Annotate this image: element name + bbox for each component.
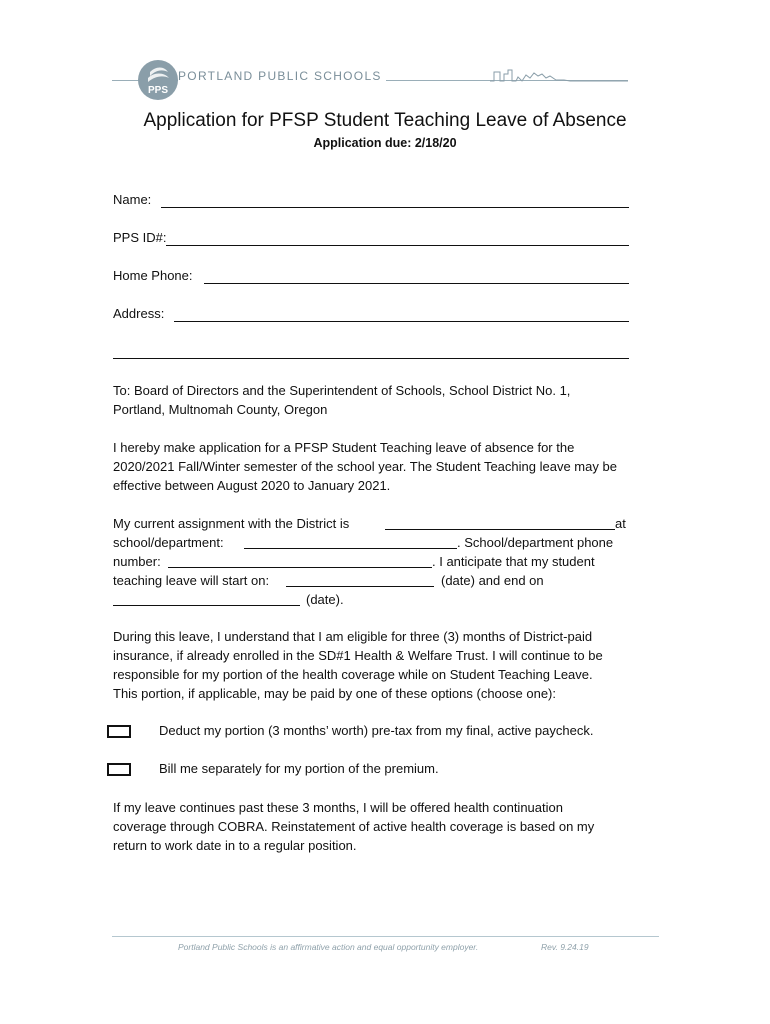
application-line-3: effective between August 2020 to January 2021.	[113, 478, 391, 493]
deduct-option-label: Deduct my portion (3 months’ worth) pre-tax from my final, active paycheck.	[159, 723, 594, 738]
cobra-line-2: coverage through COBRA. Reinstatement of active health coverage is based on my	[113, 819, 595, 834]
addressee-block	[113, 381, 673, 419]
home-phone-input-line[interactable]	[204, 283, 629, 284]
start-date-input-line[interactable]	[286, 586, 434, 587]
insurance-paragraph	[113, 627, 693, 703]
insurance-line-2: insurance, if already enrolled in the SD#1 Health & Welfare Trust. I will continue to be	[113, 648, 603, 663]
assignment-text-3: school/department:	[113, 535, 224, 550]
bill-option-label: Bill me separately for my portion of the premium.	[159, 761, 439, 776]
pps-logo-icon	[136, 58, 180, 102]
addressee-line-1: To: Board of Directors and the Superintendent of Schools, School District No. 1,	[113, 383, 571, 398]
name-label: Name:	[113, 192, 152, 207]
org-name: PORTLAND PUBLIC SCHOOLS	[178, 69, 386, 83]
cobra-line-1: If my leave continues past these 3 months, I will be offered health continuation	[113, 800, 563, 815]
skyline-icon	[490, 64, 628, 86]
name-input-line[interactable]	[161, 207, 629, 208]
footer-revision: Rev. 9.24.19	[541, 942, 589, 952]
application-line-1: I hereby make application for a PFSP Student Teaching leave of absence for the	[113, 440, 575, 455]
application-line-2: 2020/2021 Fall/Winter semester of the school year. The Student Teaching leave may be	[113, 459, 617, 474]
address-label: Address:	[113, 306, 165, 321]
application-due: Application due: 2/18/20	[313, 136, 457, 150]
address-input-line-1[interactable]	[174, 321, 629, 322]
address-input-line-2[interactable]	[113, 358, 629, 359]
assignment-input-line[interactable]	[385, 529, 615, 530]
footer-rule	[112, 936, 659, 937]
assignment-text-2: at	[615, 516, 626, 531]
bill-checkbox[interactable]	[107, 763, 131, 776]
cobra-line-3: return to work date in to a regular position.	[113, 838, 357, 853]
assignment-text-1: My current assignment with the District is	[113, 516, 350, 531]
insurance-line-1: During this leave, I understand that I am eligible for three (3) months of District-paid	[113, 629, 593, 644]
department-phone-input-line[interactable]	[168, 567, 432, 568]
pps-id-input-line[interactable]	[166, 245, 629, 246]
addressee-line-2: Portland, Multnomah County, Oregon	[113, 402, 328, 417]
cobra-paragraph	[113, 798, 673, 855]
application-paragraph	[113, 438, 693, 495]
assignment-text-8: (date) and end on	[441, 573, 544, 588]
deduct-checkbox[interactable]	[107, 725, 131, 738]
assignment-text-4: . School/department phone	[457, 535, 614, 550]
footer-statement: Portland Public Schools is an affirmative action and equal opportunity employer.	[178, 942, 479, 952]
assignment-text-7: teaching leave will start on:	[113, 573, 270, 588]
insurance-line-3: responsible for my portion of the health coverage while on Student Teaching Leave.	[113, 667, 593, 682]
insurance-line-4: This portion, if applicable, may be paid by one of these options (choose one):	[113, 686, 556, 701]
letterhead	[112, 58, 628, 102]
assignment-text-5: number:	[113, 554, 161, 569]
school-department-input-line[interactable]	[244, 548, 457, 549]
assignment-text-9: (date).	[306, 592, 344, 607]
end-date-input-line[interactable]	[113, 605, 300, 606]
pps-id-label: PPS ID#:	[113, 230, 167, 245]
assignment-text-6: . I anticipate that my student	[432, 554, 595, 569]
page-title: Application for PFSP Student Teaching Leave of Absence	[143, 110, 627, 131]
home-phone-label: Home Phone:	[113, 268, 193, 283]
logo-text: PPS	[147, 85, 169, 96]
